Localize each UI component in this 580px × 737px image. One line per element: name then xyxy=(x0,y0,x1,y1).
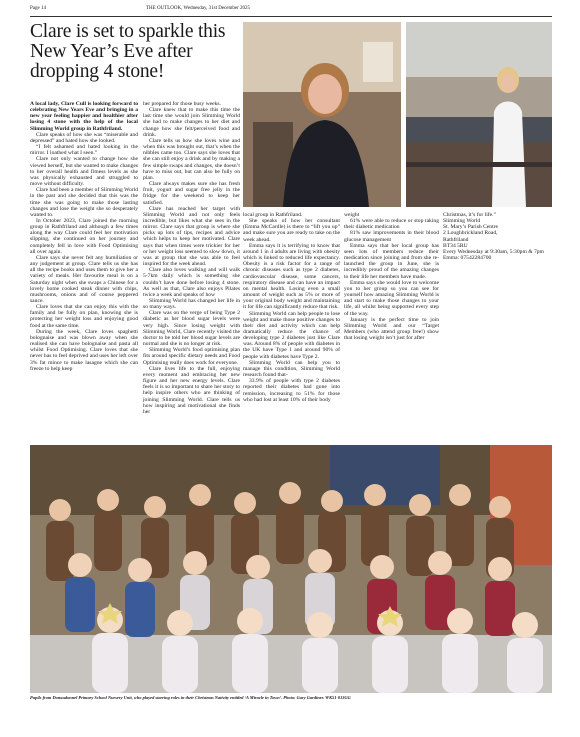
article-paragraph: Christmas, it’s for life.” xyxy=(443,212,496,218)
article-paragraph: Clare had been a member of Slimming World in the past and she decided that this was the time she was going to make those lasting changes and lose the weight she so desperately wanted to. xyxy=(30,187,138,218)
article-paragraph: In October 2023, Clare joined the morning group in Rathfriland and although a few times along the way Clare could feel her motivation slipping, she continued on her journey and completely fell in love with Food Optimising all over again. xyxy=(30,217,138,255)
article-paragraph: Slimming World can help you to manage this condition, Slimming World research found that- xyxy=(243,359,340,379)
article-paragraph: During the week, Clare loves spaghetti bolognaise and was blown away when she realised she can have bolognaise and pasta all whilst Food Optimising. Clare loves that she never has to feel deprived and uses her left over 3% fat mince to make lasagne which she can freeze to help keep xyxy=(30,328,138,372)
group-info-line: Rathfriland xyxy=(443,236,469,243)
article-paragraph: local group in Rathfriland. xyxy=(243,212,303,218)
group-info-line: Emma: 07542284700 xyxy=(443,255,492,262)
article-paragraph: Emma says that her local group has seen lots of members reduce their medication since joining and from she re-launched the group in June, she is incredibly proud of the amazing changes to their life her members have made. xyxy=(344,242,439,280)
article-paragraph: Clare was on the verge of being Type 2 diabetic as her blood sugar levels were very high. Since losing weight with Slimming World, Clare recently visited the doctor to be told her blood sugar levels are normal and she is no longer at risk. xyxy=(143,310,240,348)
photo-caption: Pupils from Donaudonnel Primary School Nursery Unit, who played starring roles in their Christmas Nativity entitled ‘A Miracle in Town’. Photo: Gary Gardiner. WK51-013GG xyxy=(30,695,351,700)
article-lead: A local lady, Clare Cull is looking forward to celebrating New Years Eve and bringing in a new year feeling happier and healthier after losing 4 stone with the help of the local Slimming World group in Rathfriland. xyxy=(30,101,138,132)
article-paragraph: weight xyxy=(344,212,360,218)
page-number: Page 14 xyxy=(30,6,46,11)
article-paragraph: Clare has reached her target with Slimming World and not only feels incredible, but likes what she sees in the mirror. Clare says that group is where she picks up lots of tips, recipes and advice which helps to keep her motivated. Clare says that when times were trickier for her or her weight loss seemed to slow down, it was at group that she was able to feel inspired for the week ahead. xyxy=(143,205,240,268)
article-paragraph: Clare tells us how she loves wine and when this was brought out, that’s when the nibbles came too. Clare says she loves that she can still enjoy a drink and by making a few simple swaps and changes, she doesn’t have to miss out, but can also be fully on plan. xyxy=(143,137,240,181)
article-paragraph: Slimming World can help people to lose weight and make those positive changes to their diet and activity which can help dramatically reduce the chance of developing type 2 diabetes just like Clare was. Around 8% of people with diabetes in the UK have Type 1 and around 90% of people with diabetes have Type 2. xyxy=(243,310,340,360)
publication-line: THE OUTLOOK, Wednesday, 31st December 2025 xyxy=(146,6,251,11)
article-paragraph: Clare knew that to make this time the last time she would join Slimming World she had to make changes to her diet and change how she felt/perceived food and drink. xyxy=(143,107,240,138)
article-column-4 xyxy=(344,212,439,437)
clare-after-photo xyxy=(406,22,552,207)
article-paragraph: her prepared for those busy weeks. xyxy=(143,101,221,107)
article-paragraph: Emma says it is terrifying to know that around 1 in 4 adults are living with obesity which is linked to reduced life expectancy. Obesity is a risk factor for a range of chronic diseases such as type 2 diabetes, cardiovascular disease, some cancers, respiratory disease and can have an impact on mental health. Losing even a small amount of weight such as 5% or more of your original body weight and maintaining it for life can significantly reduce that risk. xyxy=(243,242,340,311)
group-info-line: Every Wednesday at 9:30am, 5:30pm & 7pm xyxy=(443,248,544,255)
group-info-line: BT34 5RU xyxy=(443,242,468,249)
article-column-5 xyxy=(443,212,552,437)
article-paragraph: Clare says she never felt any humiliation or any judgement at group. Clare tells us she has all the recipe books and uses them to give her a variety of meals. Her favourite meal is on a Saturday night when she swaps a Chinese for a lovely home cooked steak dinner with chips, mushrooms, onions and of course peppered sauce. xyxy=(30,254,138,304)
article-paragraph: Emma says she would love to welcome you to her group so you can see for yourself how amazing Slimming World is and start to make those changes to your life, all whilst being supported every step of the way. xyxy=(344,279,439,317)
article-paragraph: Slimming World has changed her life in so many ways. xyxy=(143,298,240,311)
article-paragraph: Clare always makes sure she has fresh fruit, yogurt and sugar free jelly in the fridge for the weekend to keep her satisfied. xyxy=(143,181,240,206)
clare-photo xyxy=(243,22,401,207)
group-info-line: 2 Loughbrickland Road, xyxy=(443,230,498,237)
article-paragraph: Clare speaks of how she was “miserable and depressed” and hated how she looked. xyxy=(30,131,138,144)
article-paragraph: Clare loves that she can enjoy this with the family and be fully on plan, knowing she is protecting her weight loss and enjoying good food at the same time. xyxy=(30,304,138,329)
article-paragraph: 61% were able to reduce or stop taking their diabetic medication xyxy=(344,218,439,231)
group-info-line: Slimming World xyxy=(443,218,481,225)
article-column-1 xyxy=(30,101,138,436)
nativity-group-photo xyxy=(30,445,552,693)
article-column-2 xyxy=(143,101,240,436)
page-header xyxy=(30,4,552,17)
article-paragraph: January is the perfect time to join Slimming World and our “Target Members (who attend group free!) show that losing weight isn’t just for after xyxy=(344,316,439,342)
group-info xyxy=(443,218,552,261)
article-column-3 xyxy=(243,212,340,437)
article-paragraph: Clare lives life to the full, enjoying every moment and embracing her new figure and her new energy levels. Clare feels it is so important to share her story to help inspire others who are thinking of joining Slimming World. Clare tells us how inspiring and motivational she finds her xyxy=(143,365,240,415)
article-paragraph: Slimming World’s food optimising plan fits around specific dietary needs and Food Optimising really does work for everyone. xyxy=(143,347,240,366)
article-paragraph: Clare also loves walking and will walk 5-7km daily which is something she couldn’t have done before losing 4 stone. As well as that, Clare also enjoys Pilates twice a week and speaks of how xyxy=(143,267,240,298)
article-paragraph: “I felt ashamed and hated looking in the mirror. I loathed what I seen.” xyxy=(30,144,138,157)
article-paragraph: 33.9% of people with type 2 diabetes reported their diabetes had gone into remission, increasing to 51% for those who had lost at least 10% of their body xyxy=(243,378,340,403)
article-paragraph: She speaks of how her consultant (Emma McCardle) is there to “lift you up” and make sure you are ready to take on the week ahead. xyxy=(243,218,340,243)
article-headline: Clare is set to sparkle this New Year’s Eve after dropping 4 stone! xyxy=(30,21,226,82)
group-info-line: St. Mary’s Parish Centre xyxy=(443,224,499,231)
article-paragraph: Clare not only wanted to change how she viewed herself, but she wanted to make changes to her overall health and fitness levels as she was physically exhausted and struggled to move without difficulty. xyxy=(30,156,138,188)
article-paragraph: 81% saw improvements in their blood glucose management xyxy=(344,230,439,243)
